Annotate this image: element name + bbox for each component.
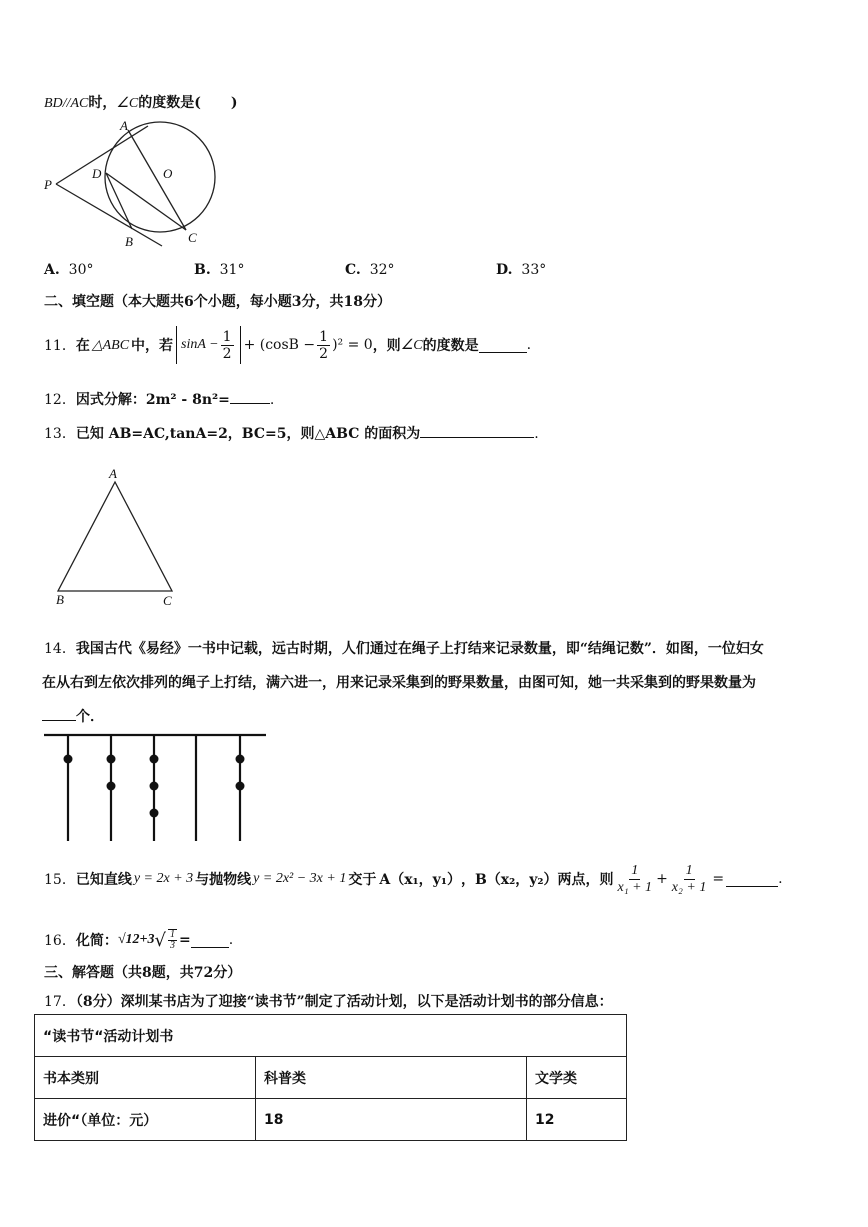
q13-text: 已知 AB=AC,tanA=2，BC=5，则△ABC 的面积为 — [75, 426, 421, 442]
q16-answer-blank[interactable] — [191, 933, 229, 948]
option-value: 30° — [68, 262, 94, 278]
q11-abs-value — [176, 326, 241, 364]
q15-lead: 已知直线 — [75, 872, 132, 888]
q16-number: 16． — [44, 933, 76, 949]
q15-point-b: B（x₂，y₂） — [474, 872, 558, 888]
knot-ropes — [64, 735, 245, 841]
q11-half-fraction-2 — [317, 329, 330, 362]
q11-line — [44, 325, 531, 365]
q15-parabola: y = 2x² − 3x + 1 — [253, 871, 347, 886]
q17-number: 17． — [44, 994, 76, 1010]
q10-rest: 的度数是( — [138, 95, 201, 111]
circle-o — [105, 122, 215, 232]
option-value: 33° — [521, 262, 547, 278]
table-cell: 书本类别 — [35, 1057, 256, 1099]
frac-den: 2 — [222, 345, 232, 362]
label-a: A — [109, 466, 117, 481]
q15-line — [44, 858, 783, 900]
q16-equals: = — [178, 932, 191, 948]
option-key: A. — [44, 262, 60, 278]
q15-meet: 交于 — [348, 872, 377, 888]
q15-number: 15． — [44, 872, 76, 888]
frac-den: x₂ + 1 — [671, 879, 707, 895]
q11-end: . — [526, 337, 532, 353]
knot — [236, 755, 245, 764]
frac-num: 1 — [631, 862, 639, 878]
label-o: O — [163, 166, 173, 181]
q10-when: 时， — [88, 95, 117, 111]
tangent-pa — [56, 126, 148, 184]
table-title-row — [35, 1015, 627, 1057]
option-value: 32° — [369, 262, 395, 278]
table-row — [35, 1057, 627, 1099]
q15-point-a: A（x₁，y₁） — [379, 872, 461, 888]
option-key: C. — [345, 262, 361, 278]
knot — [150, 782, 159, 791]
chord-dc — [106, 173, 186, 230]
q14-line-1 — [44, 638, 764, 658]
q11-angle: ∠C — [400, 337, 423, 353]
label-c: C — [163, 593, 172, 608]
q15-fraction-1 — [616, 863, 655, 896]
q13-end: . — [534, 426, 539, 442]
q13-triangle-figure — [50, 464, 190, 609]
label-b: B — [125, 234, 133, 249]
frac-num: 1 — [319, 328, 329, 345]
knot — [150, 755, 159, 764]
table-cell: 进价“（单位：元） — [35, 1099, 256, 1141]
table-title: “读书节“活动计划书 — [35, 1015, 627, 1057]
label-p: P — [44, 177, 52, 192]
q14-end: 个． — [76, 709, 104, 725]
option-key: B. — [194, 262, 211, 278]
q11-cos: + (cosB − — [243, 337, 316, 353]
option-key: D. — [496, 262, 513, 278]
q15-fraction-2 — [670, 863, 709, 896]
table-cell: 科普类 — [256, 1057, 527, 1099]
q10-circle-figure — [36, 116, 226, 252]
q12-line — [44, 389, 274, 409]
q16-lead: 化简： — [75, 933, 118, 949]
q11-tail: 的度数是 — [422, 338, 479, 354]
q13-answer-blank[interactable] — [420, 423, 534, 438]
q15-with: 与抛物线 — [195, 872, 252, 888]
q15-plus: + — [656, 871, 668, 887]
table-cell: 18 — [256, 1099, 527, 1141]
q16-expression: √12+3 — [117, 932, 155, 947]
q10-option-b — [194, 262, 244, 278]
q15-line-equation: y = 2x + 3 — [133, 871, 194, 886]
radical-sign-icon: √ — [154, 929, 166, 951]
q16-line — [44, 925, 233, 955]
q12-text: 因式分解：2m² - 8n²= — [75, 392, 230, 408]
q15-two-points: 两点，则 — [557, 872, 614, 888]
q11-answer-blank[interactable] — [479, 338, 527, 353]
q15-end: . — [778, 871, 783, 887]
knot — [107, 782, 116, 791]
table-cell: 12 — [527, 1099, 627, 1141]
triangle-abc — [58, 482, 172, 591]
frac-num: 1 — [169, 929, 175, 940]
q11-square: )² = 0 — [332, 337, 373, 353]
knot — [236, 782, 245, 791]
option-value: 31° — [219, 262, 245, 278]
q13-number: 13． — [44, 426, 76, 442]
activity-plan-table — [34, 1014, 627, 1141]
label-b: B — [56, 592, 64, 607]
q17-text: （8分）深圳某书店为了迎接“读书节”制定了活动计划，以下是活动计划书的部分信息： — [75, 994, 613, 1010]
q13-line — [44, 423, 539, 443]
frac-den: 3 — [169, 940, 175, 951]
q12-end: . — [269, 392, 275, 408]
section-3-heading: 三、解答题（共8题，共72分） — [44, 965, 242, 981]
knot — [107, 755, 116, 764]
q15-comma: ， — [460, 872, 475, 888]
frac-den: 2 — [319, 345, 329, 362]
knot-rope-figure — [44, 731, 270, 843]
q10-option-a — [44, 262, 93, 278]
q14-text-1: 我国古代《易经》一书中记载，远古时期，人们通过在绳子上打结来记录数量，即“结绳记数”．如图，一位妇女 — [75, 641, 764, 657]
frac-den: x₁ + 1 — [617, 879, 653, 895]
q11-number: 11． — [44, 338, 76, 354]
q11-triangle: △ABC — [91, 337, 130, 353]
q12-answer-blank[interactable] — [230, 389, 270, 404]
chord-ac — [128, 130, 186, 230]
q11-mid: 中，若 — [131, 338, 174, 354]
label-d: D — [92, 166, 102, 181]
q11-lead: 在 — [75, 338, 90, 354]
q10-option-d — [496, 262, 546, 278]
q11-sin: sinA − — [181, 337, 219, 352]
q10-angle: ∠C — [116, 96, 139, 111]
table-row — [35, 1099, 627, 1141]
table-cell: 文学类 — [527, 1057, 627, 1099]
q10-paren-close: ) — [230, 95, 238, 111]
q10-condition: BD//AC — [44, 96, 89, 111]
q14-number: 14． — [44, 641, 76, 657]
q14-line-2: 在从右到左依次排列的绳子上打结，满六进一，用来记录采集到的野果数量，由图可知，她一共采集到的野果数量为 — [42, 675, 756, 691]
q11-then: ，则 — [372, 338, 401, 354]
q10-question-line — [44, 92, 237, 112]
label-c: C — [188, 230, 197, 245]
frac-num: 1 — [222, 328, 232, 345]
q17-line — [44, 991, 613, 1011]
q14-line-3 — [42, 706, 104, 726]
knot — [150, 809, 159, 818]
q14-answer-blank[interactable] — [42, 706, 76, 721]
knot — [64, 755, 73, 764]
label-a: A — [120, 118, 128, 133]
q15-equals: = — [712, 871, 725, 887]
q16-radical-fraction — [168, 929, 177, 951]
q11-half-fraction — [221, 329, 234, 362]
section-2-heading: 二、填空题（本大题共6个小题，每小题3分，共18分） — [44, 294, 391, 310]
q12-number: 12． — [44, 392, 76, 408]
q16-end: . — [228, 932, 234, 948]
tangent-pb — [56, 184, 162, 246]
q10-option-c — [345, 262, 395, 278]
frac-num: 1 — [685, 862, 693, 878]
q15-answer-blank[interactable] — [726, 872, 778, 887]
